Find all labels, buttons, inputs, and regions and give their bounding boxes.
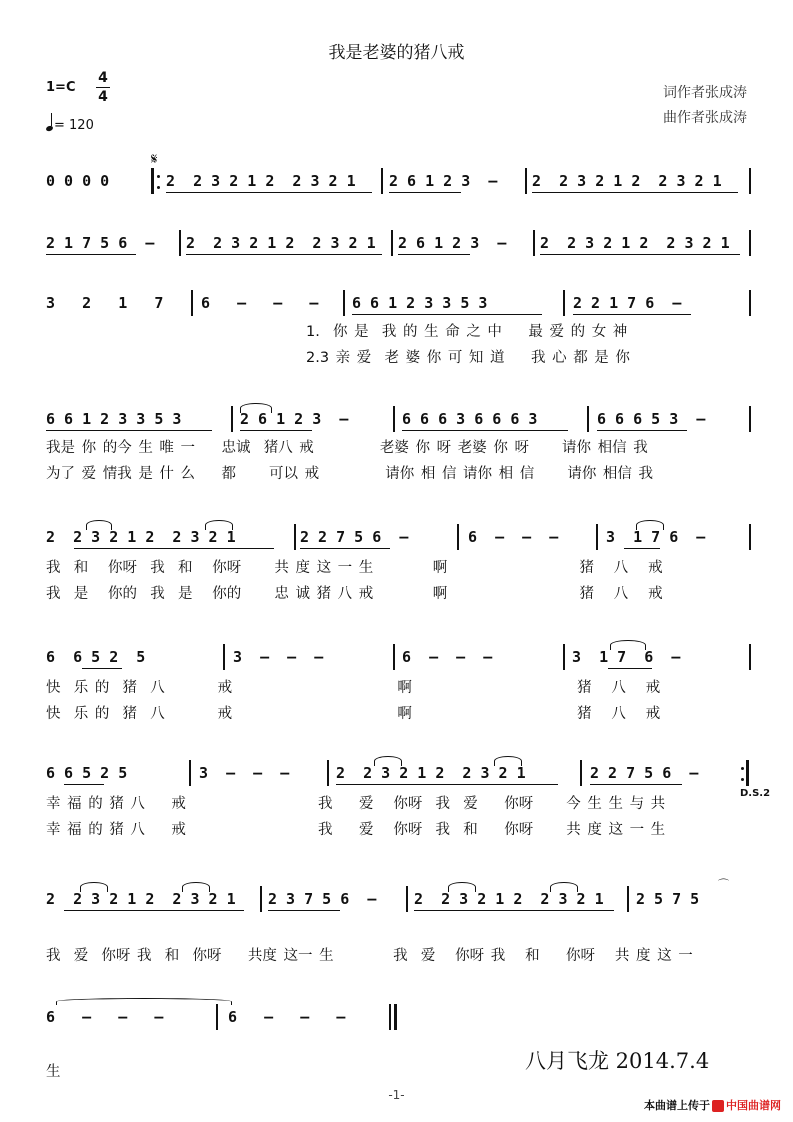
bar-line [216, 1004, 218, 1030]
repeat-dot [157, 175, 160, 178]
fermata-icon: ⌒ [718, 878, 729, 891]
measure-notes: 2 2 3 2 1 2 2 3 2 1 [46, 528, 236, 546]
beam-line [402, 430, 568, 431]
slur-mark [374, 756, 402, 766]
footer-credit [644, 1097, 781, 1113]
beam-line [624, 548, 660, 549]
page-number: -1- [388, 1088, 405, 1102]
lyric-verse-2: 为了 爱 情我 是 什 么 都 可以 戒 请你 相 信 请你 相 信 请你 相信 我 [46, 466, 654, 482]
beam-line [166, 192, 372, 193]
measure-notes: 6 6 1 2 3 3 5 3 [46, 410, 182, 428]
beam-line [74, 548, 274, 549]
site-logo-icon [712, 1100, 724, 1112]
measure-notes: 6 6 1 2 3 3 5 3 [352, 294, 488, 312]
measure-notes: 2 2 3 2 1 2 2 3 2 1 [532, 172, 722, 190]
measure-notes: 2 2 1 7 6 – [573, 294, 682, 312]
slur-mark [636, 520, 664, 530]
time-top: 4 [98, 70, 108, 86]
beam-line [573, 314, 691, 315]
bar-line [260, 886, 262, 912]
bar-line [749, 230, 751, 256]
segno-sign: 𝄋 [151, 150, 158, 168]
measure-notes: 2 6 1 2 3 – [240, 410, 349, 428]
lyric-verse-1: 1. 你 是 我 的 生 命 之 中 最 爱 的 女 神 [306, 324, 628, 340]
bar-line [563, 290, 565, 316]
bar-line [406, 886, 408, 912]
bar-line [231, 406, 233, 432]
beam-line [300, 548, 390, 549]
measure-notes: 2 3 7 5 6 – [268, 890, 377, 908]
lyric-verse-1: 快 乐 的 猪 八 戒 啊 猪 八 戒 [46, 680, 661, 696]
lyric-line: 生 [46, 1064, 61, 1080]
bar-line [749, 644, 751, 670]
repeat-dot [741, 778, 744, 781]
lyric-line: 我 爱 你呀 我 和 你呀 共度 这一 生 我 爱 你呀 我 和 你呀 共 度 这 一 [46, 948, 693, 964]
measure-notes: 6 6 6 3 6 6 6 3 [402, 410, 538, 428]
beam-line [414, 910, 614, 911]
beam-line [398, 254, 470, 255]
bar-line [393, 644, 395, 670]
measure-notes: 6 – – – [228, 1008, 346, 1026]
bar-line [381, 168, 383, 194]
bar-line [533, 230, 535, 256]
measure-notes: 2 2 3 2 1 2 2 3 2 1 [186, 234, 376, 252]
slur-mark [80, 882, 108, 892]
beam-line [597, 430, 687, 431]
footer-text: 本曲谱上传于 [644, 1099, 710, 1112]
measure-notes: 2 5 7 5 [636, 890, 700, 908]
slur-mark [182, 882, 210, 892]
bar-line [749, 290, 751, 316]
beam-line [590, 784, 682, 785]
repeat-dot [157, 186, 160, 189]
time-divider [96, 87, 110, 88]
slur-mark [610, 640, 646, 650]
beam-line [389, 192, 461, 193]
bar-line [749, 524, 751, 550]
lyric-verse-2: 幸 福 的 猪 八 戒 我 爱 你呀 我 和 你呀 共 度 这 一 生 [46, 822, 666, 838]
bar-line [587, 406, 589, 432]
repeat-start-bar [151, 168, 154, 194]
tempo-marking [46, 116, 94, 133]
bar-line [223, 644, 225, 670]
bar-line [580, 760, 582, 786]
bar-line [391, 230, 393, 256]
key-signature: 1=C [46, 80, 76, 95]
measure-notes: 2 2 7 5 6 – [300, 528, 409, 546]
measure-notes: 3 – – – [233, 648, 324, 666]
measure-notes: 3 1 7 6 – [606, 528, 706, 546]
score-title: 我是老婆的猪八戒 [328, 43, 465, 63]
bar-line [627, 886, 629, 912]
bar-line [393, 406, 395, 432]
slur-mark [240, 403, 272, 413]
lyric-verse-1: 我 和 你呀 我 和 你呀 共 度 这 一 生 啊 猪 八 戒 [46, 560, 663, 576]
beam-line [64, 910, 244, 911]
lyric-verse-1: 我是 你 的今 生 唯 一 忠诚 猪八 戒 老婆 你 呀 老婆 你 呀 请你 相信 我 [46, 440, 648, 456]
bar-line [343, 290, 345, 316]
measure-notes: 3 – – – [199, 764, 290, 782]
measure-notes: 6 6 5 2 5 [46, 648, 146, 666]
measure-notes: 6 – – – [402, 648, 493, 666]
beam-line [532, 192, 738, 193]
beam-line [64, 784, 104, 785]
beam-line [352, 314, 542, 315]
repeat-dot [741, 767, 744, 770]
beam-line [540, 254, 740, 255]
ds-marking: D.S.2 [740, 788, 771, 799]
footer-brand-link[interactable]: 中国曲谱网 [726, 1099, 781, 1112]
beam-line [186, 254, 382, 255]
bar-line [389, 1004, 391, 1030]
tie-mark [56, 998, 232, 1005]
time-signature [96, 70, 110, 105]
bar-line [596, 524, 598, 550]
measure-notes: 6 – – – [468, 528, 559, 546]
bar-line [525, 168, 527, 194]
composer-credit: 曲作者张成涛 [663, 110, 747, 126]
beam-line [268, 910, 340, 911]
slur-mark [448, 882, 476, 892]
bar-line [191, 290, 193, 316]
measure-notes: 0 0 0 0 [46, 172, 110, 190]
arranger-signature: 八月飞龙 2014.7.4 [525, 1049, 710, 1073]
beam-line [46, 430, 212, 431]
lyric-verse-2: 快 乐 的 猪 八 戒 啊 猪 八 戒 [46, 706, 661, 722]
slur-mark [86, 520, 112, 530]
bar-line [189, 760, 191, 786]
slur-mark [494, 756, 522, 766]
lyric-verse-2: 2.3 亲 爱 老 婆 你 可 知 道 我 心 都 是 你 [306, 350, 630, 366]
beam-line [46, 254, 136, 255]
lyric-verse-1: 幸 福 的 猪 八 戒 我 爱 你呀 我 爱 你呀 今 生 生 与 共 [46, 796, 666, 812]
bar-line [749, 168, 751, 194]
repeat-end-bar [746, 760, 749, 786]
measure-notes: 6 6 6 5 3 – [597, 410, 706, 428]
beam-line [240, 430, 312, 431]
bar-line [327, 760, 329, 786]
time-bottom: 4 [98, 89, 108, 105]
measure-notes: 2 2 3 2 1 2 2 3 2 1 [166, 172, 356, 190]
measure-notes: 3 2 1 7 [46, 294, 164, 312]
bar-line [294, 524, 296, 550]
measure-notes: 6 6 5 2 5 [46, 764, 128, 782]
slur-mark [550, 882, 578, 892]
bar-line [457, 524, 459, 550]
slur-mark [205, 520, 233, 530]
final-bar [394, 1004, 397, 1030]
measure-notes: 3 1 7 6 – [572, 648, 681, 666]
measure-notes: 2 2 3 2 1 2 2 3 2 1 [46, 890, 236, 908]
measure-notes: 2 2 3 2 1 2 2 3 2 1 [336, 764, 526, 782]
bar-line [179, 230, 181, 256]
beam-line [608, 668, 652, 669]
note-stem-icon [51, 113, 52, 126]
measure-notes: 2 2 7 5 6 – [590, 764, 699, 782]
beam-line [82, 668, 122, 669]
quarter-note-icon [45, 125, 53, 132]
measure-notes: 2 2 3 2 1 2 2 3 2 1 [540, 234, 730, 252]
measure-notes: 2 2 3 2 1 2 2 3 2 1 [414, 890, 604, 908]
beam-line [336, 784, 558, 785]
measure-notes: 2 1 7 5 6 – [46, 234, 155, 252]
bar-line [563, 644, 565, 670]
tempo-value: = 120 [54, 118, 94, 133]
lyric-verse-2: 我 是 你的 我 是 你的 忠 诚 猪 八 戒 啊 猪 八 戒 [46, 586, 663, 602]
measure-notes: 6 – – – [46, 1008, 164, 1026]
measure-notes: 2 6 1 2 3 – [389, 172, 498, 190]
measure-notes: 2 6 1 2 3 – [398, 234, 507, 252]
measure-notes: 6 – – – [201, 294, 319, 312]
bar-line [749, 406, 751, 432]
lyricist-credit: 词作者张成涛 [663, 85, 747, 101]
